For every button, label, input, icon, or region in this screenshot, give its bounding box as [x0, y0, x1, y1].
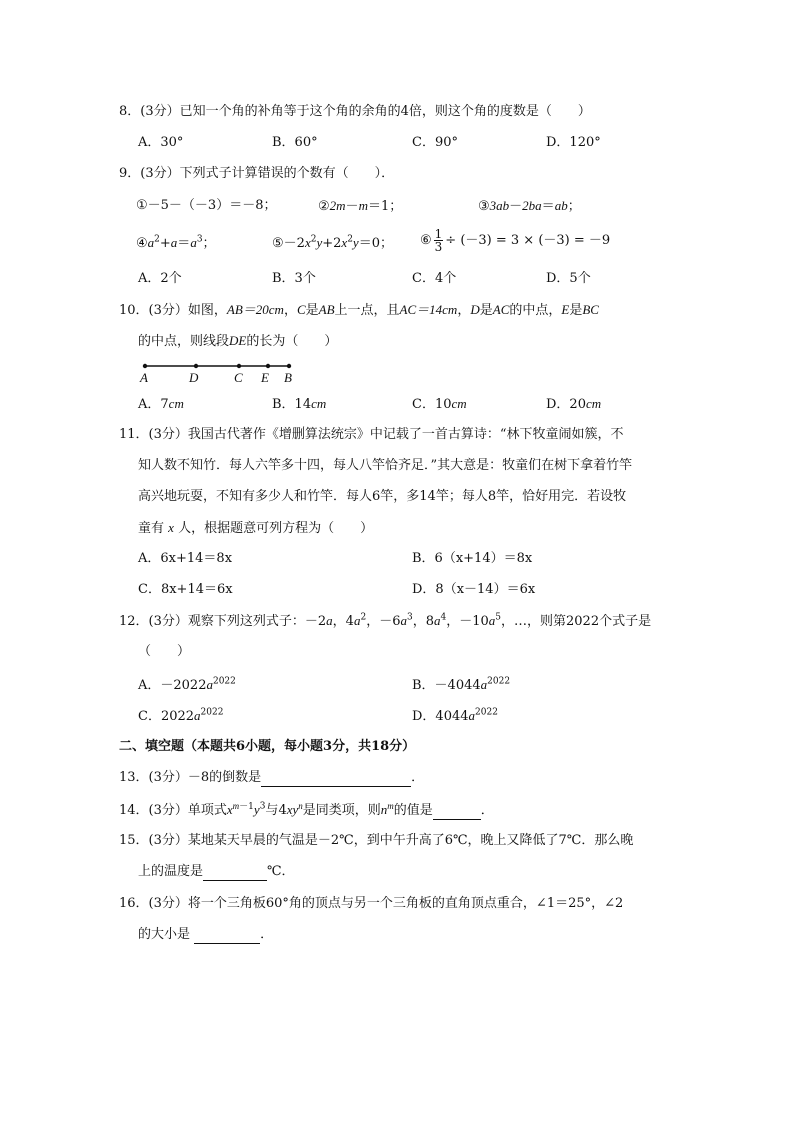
- q13-line: 13．(3分）－8的倒数是 ．: [119, 770, 425, 785]
- q8-stem: 8．(3分）已知一个角的补角等于这个角的余角的4倍，则这个角的度数是（ ）: [119, 104, 591, 119]
- point-d: [194, 364, 198, 368]
- q9-expr-6: ⑥ $\frac{1}{3}$ ÷ (－3) = 3 × (－3) = －9: [420, 227, 611, 254]
- q10-line2: 的中点，则线段DE的长为（ ）: [138, 333, 338, 349]
- label-b: B: [284, 370, 292, 385]
- q11-option-a: A．6x+14＝8x: [138, 551, 233, 566]
- point-c: [237, 364, 241, 368]
- q12-option-c: C．$2022a^{2022}$: [138, 707, 224, 724]
- point-e: [266, 364, 270, 368]
- label-a: A: [140, 370, 148, 385]
- q9-option-d: D．5个: [546, 271, 591, 286]
- q8-option-d: D．120°: [546, 135, 601, 150]
- q15-line2: 上的温度是 ℃．: [138, 864, 295, 879]
- q14-line: 14．(3分）单项式$x^{m-1}y^3$与$4xy^n$是同类项，则$n^m$的值是 ．: [119, 800, 494, 818]
- q12-option-a: A．$-2022a^{2022}$: [138, 676, 236, 693]
- section-heading: 二、填空题（本题共6小题，每小题3分，共18分）: [119, 739, 416, 754]
- q16-line2: 的大小是 ．: [138, 927, 274, 942]
- q11-line3: 高兴地玩耍，不知有多少人和竹竿．每人6竿，多14竿；每人8竿，恰好用完．若设牧: [138, 489, 627, 504]
- segment-figure: [138, 358, 308, 386]
- q10-option-b: B．14cm: [272, 396, 327, 412]
- q8-option-a: A．30°: [138, 135, 184, 150]
- q8-option-b: B．60°: [272, 135, 318, 150]
- q10-option-d: D．20cm: [546, 396, 602, 412]
- q9-option-c: C．4个: [412, 271, 457, 286]
- q11-option-c: C．8x+14＝6x: [138, 582, 233, 597]
- q9-option-a: A．2个: [138, 271, 182, 286]
- label-e: E: [261, 370, 269, 385]
- q9-expr-2: ②2m－m＝1；: [318, 198, 403, 214]
- q12-line2: （ ）: [138, 644, 191, 659]
- q11-line1: 11．(3分）我国古代著作《增删算法统宗》中记载了一首古算诗：“林下牧童闹如簇，不: [119, 427, 624, 442]
- point-b: [287, 364, 291, 368]
- q11-line2: 知人数不知竹．每人六竿多十四，每人八竿恰齐足．”其大意是：牧童们在树下拿着竹竿: [138, 458, 633, 473]
- q10-line1: 10．(3分）如图，AB＝20cm，C是AB上一点，且AC＝14cm，D是AC的中点，E是BC: [119, 302, 599, 318]
- answer-blank[interactable]: [433, 805, 481, 820]
- q10-option-c: C．10cm: [412, 396, 467, 412]
- q9-expr-4: $④a^2+a=a^3$；: [136, 234, 216, 251]
- fraction: $\frac{1}{3}$: [434, 227, 443, 254]
- q9-option-b: B．3个: [272, 271, 316, 286]
- q9-expr-3: ③3ab－2ba＝ab；: [478, 198, 581, 214]
- point-a: [143, 364, 147, 368]
- label-d: D: [189, 370, 199, 385]
- answer-blank[interactable]: [203, 866, 267, 881]
- q12-stem: 12．(3分）观察下列这列式子：－2a，$4a^2$，$-6a^3$，$8a^4$，$-10a^5$，…，则第2022个式子是: [119, 612, 652, 629]
- label-c: C: [234, 370, 243, 385]
- q11-line4: 童有 x 人，根据题意可列方程为（ ）: [138, 520, 374, 536]
- q16-line1: 16．(3分）将一个三角板60°角的顶点与另一个三角板的直角顶点重合，∠1＝25°，∠2: [119, 896, 624, 911]
- q12-option-d: D．$4044a^{2022}$: [412, 707, 498, 724]
- q11-option-d: D．8（x－14）＝6x: [412, 582, 536, 597]
- q8-option-c: C．90°: [412, 135, 458, 150]
- q9-stem: 9．(3分）下列式子计算错误的个数有（ ）．: [119, 166, 395, 181]
- q9-expr-1: ①－5－（－3）＝－8；: [136, 198, 277, 213]
- q11-option-b: B．6（x+14）＝8x: [412, 551, 533, 566]
- answer-blank[interactable]: [261, 772, 411, 787]
- q12-option-b: B．$-4044a^{2022}$: [412, 676, 511, 693]
- q15-line1: 15．(3分）某地某天早晨的气温是－2℃，到中午升高了6℃，晚上又降低了7℃．那么晚: [119, 833, 634, 848]
- q10-option-a: A．7cm: [138, 396, 184, 412]
- answer-blank[interactable]: [194, 929, 260, 944]
- q9-expr-5: $⑤-2x^2y+2x^2y=0$；: [272, 234, 393, 251]
